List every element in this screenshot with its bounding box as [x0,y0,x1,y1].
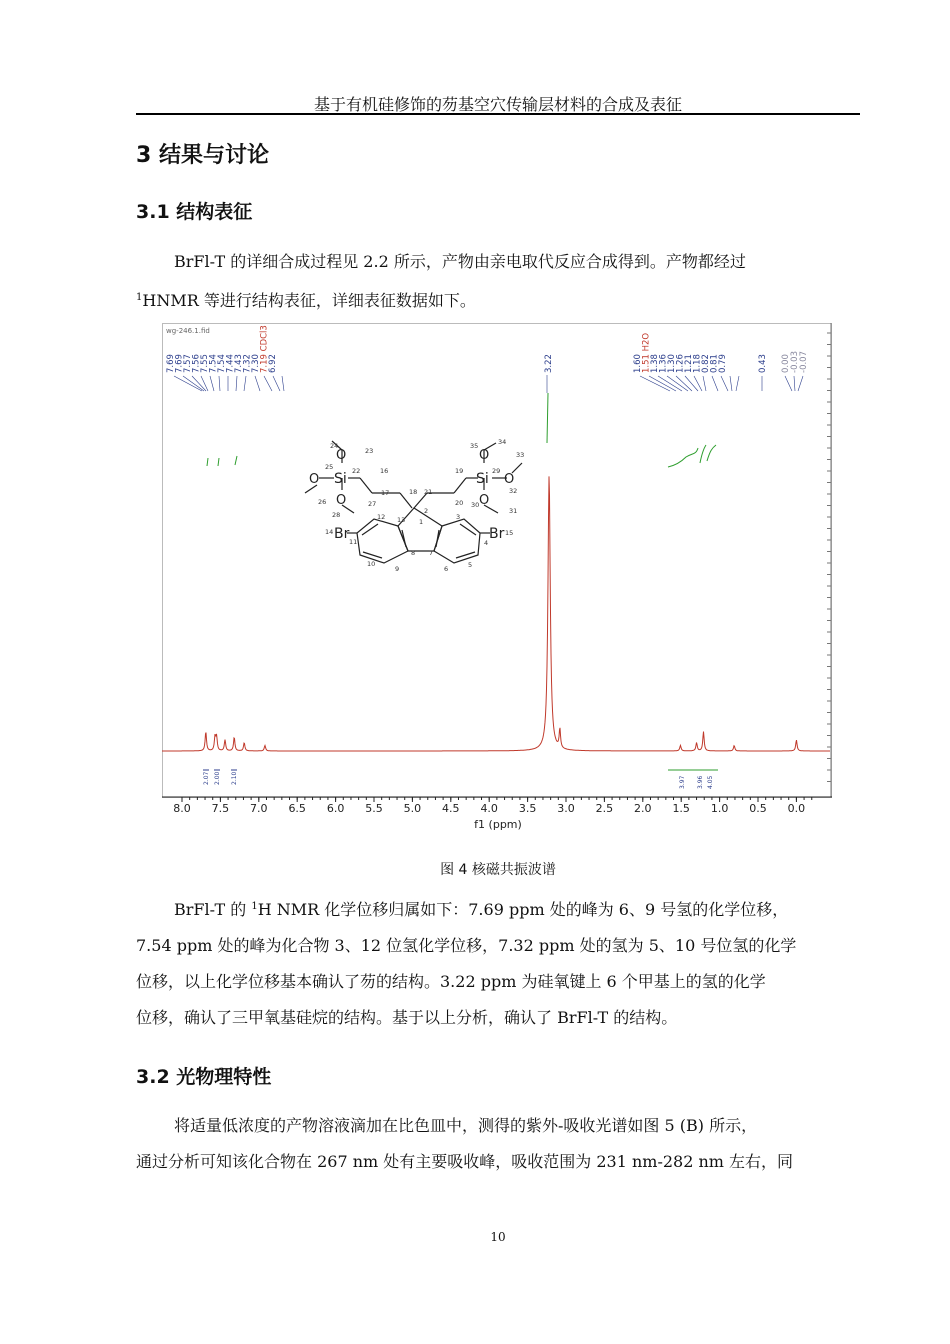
peak-label: 7.43 [234,354,244,373]
para1-line1: BrFl-T 的详细合成过程见 2.2 所示，产物由亲电取代反应合成得到。产物都经过 [174,252,746,271]
para1-sup: 1 [136,292,143,303]
atom-number: 23 [365,447,374,455]
atom-number: 32 [509,487,518,495]
atom-o: O [479,448,490,463]
atom-number: 14 [325,528,334,536]
x-tick-label: 1.0 [710,802,729,815]
atom-number: 15 [505,529,514,537]
atom-number: 19 [455,467,464,475]
x-tick-label: 5.5 [365,802,383,815]
x-tick-label: 2.0 [634,802,652,815]
atom-number: 21 [424,488,433,496]
peak-label: 1.51 H2O [641,332,652,373]
atom-number: 8 [411,549,416,557]
peak-label: -0.07 [799,351,809,373]
peak-label: 3.22 [544,354,554,373]
atom-number: 20 [455,499,464,507]
atom-number: 10 [367,560,376,568]
atom-number: 35 [470,442,479,450]
atom-number: 34 [498,438,507,446]
x-tick-label: 7.0 [250,802,268,815]
para2-line4: 位移，确认了三甲氧基硅烷的结构。基于以上分析，确认了 BrFl-T 的结构。 [136,1008,678,1027]
atom-number: 5 [468,561,473,569]
running-header: 基于有机硅修饰的芴基空穴传输层材料的合成及表征 [313,95,682,114]
peak-label: 1.21 [684,354,694,373]
atom-number: 29 [492,467,501,475]
para3-line1: 将适量低浓度的产物溶液滴加在比色皿中，测得的紫外-吸收光谱如图 5 (B) 所示， [174,1116,758,1135]
paragraph-photophysics [136,1108,860,1180]
peak-label: 0.82 [701,354,711,373]
subsection-title-3-2: 3.2 光物理特性 [136,1066,272,1088]
peak-label: 7.57 [183,354,193,373]
integral-value: 2.00 [214,771,221,785]
peak-label: 0.79 [718,354,728,373]
x-tick-label: 1.5 [672,802,690,815]
plot-frame [163,324,832,798]
atom-number: 24 [330,442,339,450]
atom-number: 33 [516,451,525,459]
peak-label: 6.92 [268,354,278,373]
peak-label: 7.19 CDCl3 [259,325,270,373]
integral-value: 2.07 [203,771,210,785]
atom-number: 18 [409,488,418,496]
peak-label: 1.36 [658,354,669,373]
peak-label: 7.69 [166,354,176,373]
atom-number: 22 [352,467,361,475]
x-tick-label: 7.5 [211,802,230,815]
atom-br: Br [489,526,505,542]
peak-label: 7.32 [242,354,253,373]
file-label: wg-246.1.fid [166,327,210,335]
integral-value: 3.96 [697,775,704,789]
peak-label: 1.26 [675,354,686,373]
peak-label: 1.18 [692,354,703,373]
atom-number: 16 [380,467,389,475]
x-axis-label: f1 (ppm) [474,818,522,831]
paragraph-structure-intro [136,244,860,319]
atom-o: O [336,448,347,463]
atom-number: 12 [377,513,386,521]
peak-label: 1.38 [650,354,660,373]
para2-line3: 位移，以上化学位移基本确认了芴的结构。3.22 ppm 为硅氧键上 6 个甲基上的氢的化学 [136,972,766,991]
atom-br: Br [334,526,350,542]
atom-number: 11 [349,538,358,546]
atom-number: 28 [332,511,341,519]
x-tick-label: 4.5 [442,802,460,815]
atom-number: 17 [381,489,390,497]
para2-line2: 7.54 ppm 处的峰为化合物 3、12 位氢化学位移，7.32 ppm 处的氢为 5、10 号位氢的化学 [136,936,797,955]
atom-number: 2 [424,507,429,515]
x-tick-label: 4.0 [480,802,498,815]
section-title: 3 结果与讨论 [136,143,269,168]
peak-label: 7.54 [217,354,227,373]
atom-si: Si [476,471,489,487]
x-axis-ticks [173,797,812,815]
atom-number: 31 [509,507,518,515]
x-tick-label: 6.0 [326,802,345,815]
atom-number: 27 [368,500,377,508]
header-rule [136,113,860,115]
peak-label: 7.56 [191,354,202,373]
peak-label: 0.81 [709,354,720,373]
x-tick-label: 0.5 [749,802,767,815]
peak-label: 7.55 [200,354,210,373]
peak-label: 7.30 [251,354,261,373]
atom-o: O [309,472,320,487]
peak-label: 1.60 [633,354,643,373]
atom-number: 7 [429,549,434,557]
atom-o: O [504,472,515,487]
paragraph-nmr-assignment [136,889,860,1036]
peak-label: 7.54 [208,354,219,373]
atom-number: 4 [484,539,489,547]
x-tick-label: 3.0 [557,802,575,815]
atom-number: 13 [397,516,406,524]
peak-label: 7.69 [174,354,185,373]
para3-line2: 通过分析可知该化合物在 267 nm 处有主要吸收峰，吸收范围为 231 nm-282 nm 左右，同 [136,1152,794,1171]
atom-number: 9 [395,565,400,573]
peak-label: -0.03 [790,351,800,373]
x-tick-label: 8.0 [173,802,191,815]
x-tick-label: 2.5 [595,802,614,815]
atom-number: 25 [325,463,334,471]
atom-number: 3 [456,513,461,521]
atom-number: 26 [318,498,327,506]
atom-o: O [336,493,347,508]
atom-number: 6 [444,565,449,573]
para2-line1a: BrFl-T 的 [174,900,252,919]
page-number: 10 [490,1230,506,1244]
integral-value: 3.97 [679,775,686,789]
atom-si: Si [334,471,347,487]
para2-line1b: H NMR 化学位移归属如下：7.69 ppm 处的峰为 6、9 号氢的化学位移， [257,900,789,919]
peak-label: 0.43 [758,354,768,373]
para2-sup: 1 [251,901,258,912]
para1-line2: HNMR 等进行结构表征，详细表征数据如下。 [142,291,476,310]
x-tick-label: 0.0 [787,802,806,815]
peak-label: 1.30 [667,354,677,373]
integral-value: 4.05 [707,775,714,789]
x-tick-label: 5.0 [403,802,422,815]
integral-value: 2.10 [231,771,238,785]
nmr-spectrum-figure [162,323,832,831]
peak-label: 7.44 [225,354,236,373]
peak-label: 0.00 [781,354,791,373]
x-tick-label: 3.5 [518,802,537,815]
atom-number: 30 [471,501,480,509]
atom-o: O [479,493,490,508]
figure-caption: 图 4 核磁共振波谱 [440,862,556,878]
atom-number: 1 [419,518,424,526]
x-tick-label: 6.5 [288,802,306,815]
subsection-title-3-1: 3.1 结构表征 [136,201,253,223]
